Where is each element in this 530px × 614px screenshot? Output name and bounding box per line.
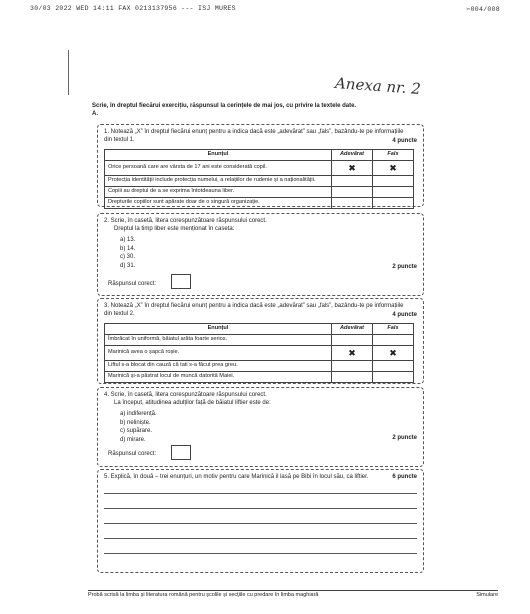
q4-options: [120, 410, 157, 445]
answer-line[interactable]: [104, 493, 417, 494]
q3-points: 4 puncte: [392, 312, 417, 318]
q3-statement: Marinică avea o șapcă roșie.: [105, 346, 332, 361]
q1-statement: Copiii au dreptul de a se exprima întotdeauna liber.: [105, 187, 332, 198]
q3-true-cell[interactable]: [332, 335, 373, 346]
q5-points: 6 puncte: [392, 474, 417, 480]
q2-text: 2. Scrie, în casetă, litera corespunzătoare răspunsului corect.: [104, 218, 267, 224]
footer-exam-name: Probă scrisă la limba și literatura română pentru școlile și secțiile cu predare în limba maghiară: [88, 592, 319, 598]
q2-option-d: d) 31.: [120, 263, 136, 270]
q1-statement: Protecția identității include protecția numelui, a relațiilor de rudenie și a naționalității.: [105, 176, 332, 187]
table-row: [105, 335, 414, 346]
question-2: [97, 213, 424, 296]
q3-table: [104, 323, 414, 383]
q2-option-b: b) 14.: [120, 245, 136, 252]
q1-statement: Drepturile copiilor sunt apărate doar de o singură organizație.: [105, 198, 332, 209]
table-row: [105, 361, 414, 372]
q2-option-a: a) 13.: [120, 237, 136, 243]
question-3: [97, 298, 424, 384]
table-row: [105, 161, 414, 176]
footer-simulation-label: Simulare: [476, 592, 498, 598]
fax-header: [30, 5, 500, 12]
fax-header-text: 30/03 2022 WED 14:11 FAX 0213137956 --- ISJ MURES: [30, 5, 236, 12]
q4-text: 4. Scrie, în casetă, litera corespunzătoare răspunsului corect.: [104, 392, 267, 398]
q3-false-cell[interactable]: ✖: [373, 346, 414, 361]
q1-false-cell[interactable]: [373, 198, 414, 209]
q2-points: 2 puncte: [392, 264, 417, 270]
q2-option-c: c) 30.: [120, 254, 136, 261]
q3-true-cell[interactable]: ✖: [332, 346, 373, 361]
question-4: [97, 387, 424, 467]
q3-header-false: Fals: [373, 324, 414, 335]
annex-title: Anexa nr. 2: [334, 74, 422, 98]
table-row: [105, 198, 414, 209]
q1-statement: Orice persoană care are vârsta de 17 ani este considerată copil.: [105, 161, 332, 176]
q3-header-statement: Enunțul: [105, 324, 332, 335]
table-row: [105, 187, 414, 198]
q4-answer-label: Răspunsul corect:: [108, 451, 157, 457]
fax-page-number: ✂004/008: [466, 6, 500, 13]
table-row: [105, 176, 414, 187]
q1-header-false: Fals: [373, 150, 414, 161]
q3-true-cell[interactable]: [332, 372, 373, 383]
answer-line[interactable]: [104, 523, 417, 524]
answer-line[interactable]: [104, 508, 417, 509]
margin-mark: [68, 50, 69, 95]
q3-statement: Îmbrăcat în uniformă, băiatul arăta foarte serios.: [105, 335, 332, 346]
q3-header-true: Adevărat: [332, 324, 373, 335]
q2-subtext: Dreptul la timp liber este menționat în caseta:: [114, 226, 235, 233]
q1-true-cell[interactable]: ✖: [332, 161, 373, 176]
q1-false-cell[interactable]: [373, 176, 414, 187]
question-1: [97, 124, 424, 207]
page-footer: [88, 590, 498, 598]
section-label: A.: [92, 110, 98, 117]
q1-header-true: Adevărat: [332, 150, 373, 161]
q4-option-d: d) mirare.: [120, 437, 146, 444]
q4-points: 2 puncte: [392, 435, 417, 441]
answer-line[interactable]: [104, 538, 417, 539]
answer-line[interactable]: [104, 553, 417, 554]
q2-answer-label: Răspunsul corect:: [108, 281, 157, 287]
q1-true-cell[interactable]: [332, 198, 373, 209]
q3-statement: Liftul s-a blocat din cauză că tati s-a făcut prea greu.: [105, 361, 332, 372]
q5-text: 5. Explică, în două – trei enunțuri, un motiv pentru care Marinică il lasă pe Bibi în locul său, ca liftier.: [104, 474, 369, 480]
q1-false-cell[interactable]: ✖: [373, 161, 414, 176]
q4-answer-box[interactable]: [171, 445, 191, 460]
instructions: [92, 103, 447, 119]
q1-false-cell[interactable]: [373, 187, 414, 198]
q1-true-cell[interactable]: [332, 187, 373, 198]
q4-option-a: a) indiferență.: [120, 411, 157, 417]
q3-text: 3. Notează „X” în dreptul fiecărui enunț pentru a indica dacă este „adevărat” sau „fals”, bazându-te pe informațiile din textul 2.: [104, 303, 404, 318]
q4-option-b: b) neliniște.: [120, 419, 151, 426]
q1-true-cell[interactable]: [332, 176, 373, 187]
table-row: [105, 346, 414, 361]
q1-text: 1. Notează „X” în dreptul fiecărui enunț pentru a indica dacă este „adevărat” sau „fals”, bazându-te pe informațiile din textul 1.: [104, 129, 404, 144]
q3-true-cell[interactable]: [332, 361, 373, 372]
q2-answer-box[interactable]: [171, 274, 191, 289]
q3-false-cell[interactable]: [373, 372, 414, 383]
q2-options: [120, 236, 135, 271]
q3-false-cell[interactable]: [373, 361, 414, 372]
q1-header-statement: Enunțul: [105, 150, 332, 161]
question-5: [97, 469, 424, 573]
instructions-text: Scrie, în dreptul fiecărui exercițiu, răspunsul la cerințele de mai jos, cu privire la textele date.: [92, 103, 357, 109]
q4-subtext: La început, atitudinea adulților față de băiatul liftier este de:: [114, 400, 271, 407]
q3-false-cell[interactable]: [373, 335, 414, 346]
q1-points: 4 puncte: [392, 138, 417, 144]
table-row: [105, 372, 414, 383]
q4-option-c: c) supărare.: [120, 428, 153, 435]
q3-statement: Marinică și-a păstrat locul de muncă datorită Maiei.: [105, 372, 332, 383]
q1-table: [104, 149, 414, 209]
